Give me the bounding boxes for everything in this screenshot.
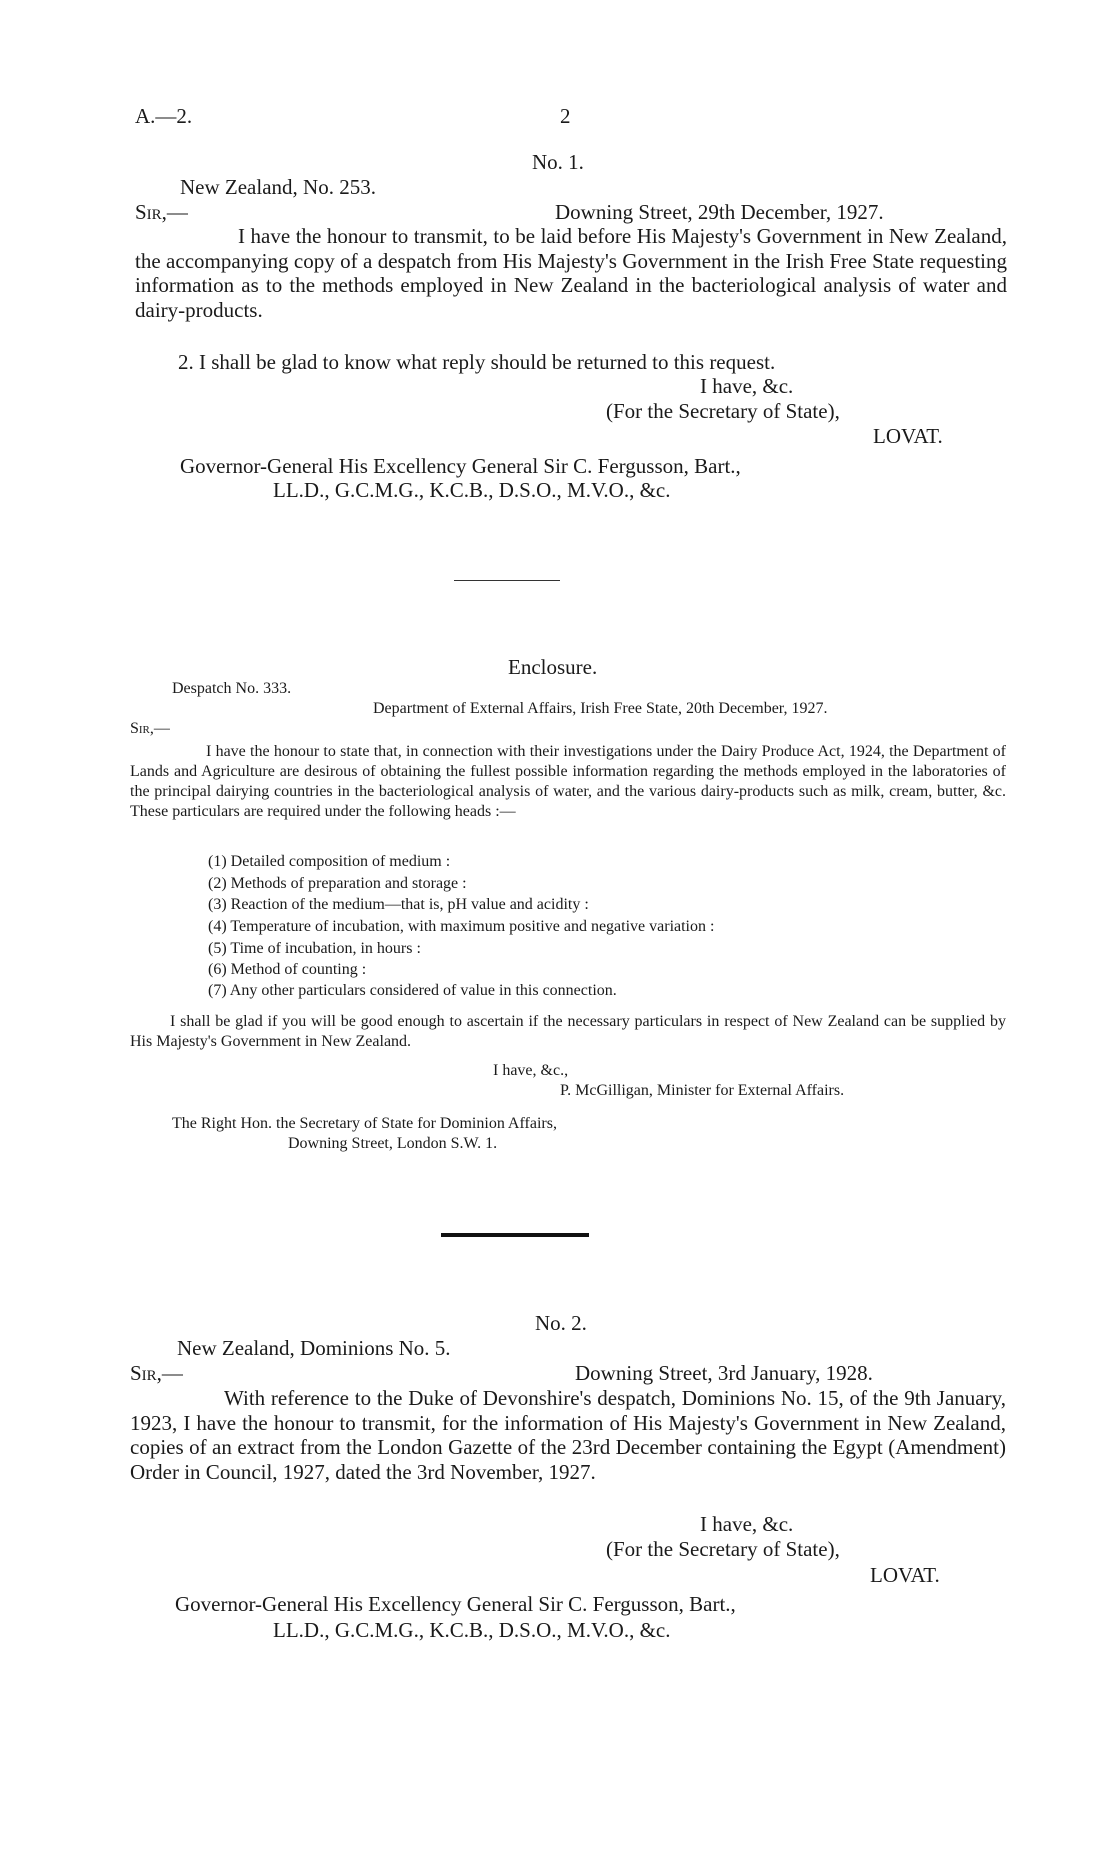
list-item: (7) Any other particulars considered of value in this connection. bbox=[208, 982, 617, 999]
for-line: (For the Secretary of State), bbox=[606, 1537, 840, 1561]
salutation: Sir,— bbox=[130, 1361, 183, 1385]
body-paragraph: I have the honour to state that, in connection with their investigations under the Dairy Produce Act, 1924, the Department of Lands and Agriculture are desirous of obtaining the fullest possible information regarding the methods employed in the laboratories of the principal dairying countries in the bacteriological analysis of water, and the various dairy-products such as milk, cream, butter, &c. These particulars are required under the following heads :— bbox=[130, 743, 1006, 820]
list-item: (5) Time of incubation, in hours : bbox=[208, 940, 421, 957]
list-item: (4) Temperature of incubation, with maximum positive and negative variation : bbox=[208, 918, 715, 935]
list-item: (2) Methods of preparation and storage : bbox=[208, 875, 467, 892]
closing: I have, &c., bbox=[493, 1062, 569, 1079]
signature: LOVAT. bbox=[870, 1563, 940, 1587]
document-series-code: A.—2. bbox=[135, 104, 193, 128]
section-divider bbox=[454, 580, 560, 581]
for-line: (For the Secretary of State), bbox=[606, 399, 840, 423]
body-paragraph: I shall be glad if you will be good enough to ascertain if the necessary particulars in respect of New Zealand can be supplied by His Majesty's Government in New Zealand. bbox=[130, 1013, 1006, 1050]
date-line: Downing Street, 3rd January, 1928. bbox=[575, 1361, 873, 1385]
addressee-line: Governor-General His Excellency General Sir C. Fergusson, Bart., bbox=[180, 454, 741, 478]
addressee-line: The Right Hon. the Secretary of State for Dominion Affairs, bbox=[172, 1115, 557, 1132]
enclosure-reference: Despatch No. 333. bbox=[172, 680, 292, 697]
date-line: Department of External Affairs, Irish Free State, 20th December, 1927. bbox=[373, 700, 828, 717]
letter-number: No. 1. bbox=[532, 150, 584, 174]
addressee-line: Governor-General His Excellency General Sir C. Fergusson, Bart., bbox=[175, 1592, 736, 1616]
closing: I have, &c. bbox=[700, 1512, 794, 1536]
body-paragraph: I have the honour to transmit, to be laid before His Majesty's Government in New Zealand, the accompanying copy of a despatch from His Majesty's Government in the Irish Free State requesting information as to the methods employed in New Zealand in the bacteriological analysis of water and dairy-products. bbox=[135, 224, 1007, 322]
letter-number: No. 2. bbox=[535, 1311, 587, 1335]
list-item: (6) Method of counting : bbox=[208, 961, 367, 978]
addressee-line: LL.D., G.C.M.G., K.C.B., D.S.O., M.V.O., &c. bbox=[273, 1618, 671, 1642]
date-line: Downing Street, 29th December, 1927. bbox=[555, 200, 884, 224]
page-number: 2 bbox=[560, 104, 571, 128]
addressee-line: Downing Street, London S.W. 1. bbox=[288, 1135, 498, 1152]
list-item: (3) Reaction of the medium—that is, pH value and acidity : bbox=[208, 896, 589, 913]
addressee-line: LL.D., G.C.M.G., K.C.B., D.S.O., M.V.O., &c. bbox=[273, 478, 671, 502]
letter-reference: New Zealand, Dominions No. 5. bbox=[177, 1336, 451, 1360]
section-divider bbox=[441, 1233, 589, 1237]
closing: I have, &c. bbox=[700, 374, 794, 398]
list-item: (1) Detailed composition of medium : bbox=[208, 853, 451, 870]
salutation: Sir,— bbox=[130, 720, 170, 737]
body-paragraph: With reference to the Duke of Devonshire's despatch, Dominions No. 15, of the 9th January, 1923, I have the honour to transmit, for the information of His Majesty's Government in New Zealand, copies of an extract from the London Gazette of the 23rd December containing the Egypt (Amendment) Order in Council, 1927, dated the 3rd November, 1927. bbox=[130, 1386, 1006, 1484]
enclosure-heading: Enclosure. bbox=[508, 655, 598, 679]
salutation: Sir,— bbox=[135, 200, 188, 224]
body-paragraph: 2. I shall be glad to know what reply should be returned to this request. bbox=[178, 350, 776, 374]
signature: LOVAT. bbox=[873, 424, 943, 448]
signature: P. McGilligan, Minister for External Affairs. bbox=[560, 1082, 845, 1099]
letter-reference: New Zealand, No. 253. bbox=[180, 175, 376, 199]
